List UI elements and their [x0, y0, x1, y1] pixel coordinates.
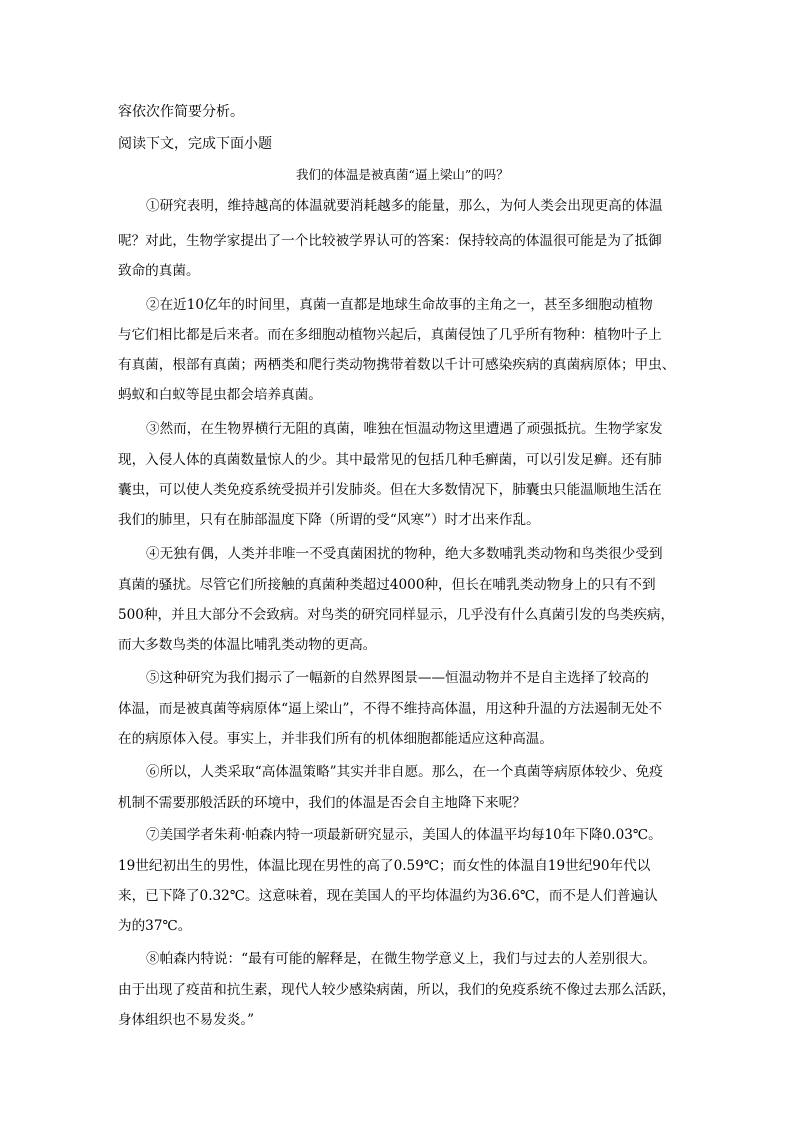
paragraph-line: 真菌的骚扰。尽管它们所接触的真菌种类超过4000种，但长在哺乳类动物身上的只有不到 [118, 577, 656, 593]
paragraph-line: 现，入侵人体的真菌数量惊人的少。其中最常见的包括几种毛癣菌，可以引发足癣。还有肺 [118, 452, 662, 468]
paragraph-line: ⑦美国学者朱莉·帕森内特一项最新研究显示，美国人的体温平均每10年下降0.03℃。 [146, 827, 662, 843]
paragraph-line: 蚂蚁和白蚁等昆虫都会培养真菌。 [118, 387, 322, 403]
paragraph-line: 为的37℃。 [118, 918, 192, 934]
article-title: 我们的体温是被真菌“逼上梁山”的吗？ [296, 167, 509, 182]
paragraph-line: ④无独有偶，人类并非唯一不受真菌困扰的物种，绝大多数哺乳类动物和鸟类很少受到 [146, 546, 663, 562]
paragraph-line: ①研究表明，维持越高的体温就要消耗越多的能量，那么，为何人类会出现更高的体温 [146, 198, 663, 214]
paragraph-line: 在的病原体入侵。事实上，并非我们所有的机体细胞都能适应这种高温。 [118, 731, 553, 747]
paragraph-line: 呢？对此，生物学家提出了一个比较被学界认可的答案：保持较高的体温很可能是为了抵御 [118, 233, 662, 249]
paragraph-line: 机制不需要那般活跃的环境中，我们的体温是否会自主地降下来呢？ [118, 795, 526, 811]
paragraph-line: 19世纪初出生的男性，体温比现在男性的高了0.59℃；而女性的体温自19世纪90年代以 [118, 858, 651, 874]
paragraph-line: 我们的肺里，只有在肺部温度下降（所谓的受“风寒”）时才出来作乱。 [118, 512, 540, 528]
paragraph-line: ⑤这种研究为我们揭示了一幅新的自然界图景——恒温动物并不是自主选择了较高的 [146, 670, 649, 686]
paragraph-line: 500种，并且大部分不会致病。对鸟类的研究同样显示，几乎没有什么真菌引发的鸟类疾病， [118, 607, 675, 623]
intro-line-1: 容依次作简要分析。 [118, 104, 244, 120]
paragraph-line: 体温，而是被真菌等病原体“逼上梁山”，不得不维持高体温，用这种升温的方法遏制无处不 [118, 701, 663, 717]
paragraph-line: 来，已下降了0.32℃。这意味着，现在美国人的平均体温约为36.6℃，而不是人们普遍认 [118, 888, 658, 904]
paragraph-line: 囊虫，可以使人类免疫系统受损并引发肺炎。但在大多数情况下，肺囊虫只能温顺地生活在 [118, 482, 662, 498]
paragraph-line: ⑥所以，人类采取“高体温策略”其实并非自愿。那么，在一个真菌等病原体较少、免疫 [146, 764, 663, 780]
paragraph-line: 而大多数鸟类的体温比哺乳类动物的更高。 [118, 637, 377, 653]
intro-line-2: 阅读下文，完成下面小题 [118, 136, 272, 152]
paragraph-line: 与它们相比都是后来者。而在多细胞动植物兴起后，真菌侵蚀了几乎所有物种：植物叶子上 [118, 327, 662, 343]
paragraph-line: 有真菌，根部有真菌；两栖类和爬行类动物携带着数以千计可感染疾病的真菌病原体；甲虫、 [118, 357, 676, 373]
paragraph-line: ③然而，在生物界横行无阻的真菌，唯独在恒温动物这里遭遇了顽强抵抗。生物学家发 [146, 421, 663, 437]
paragraph-line: 致命的真菌。 [118, 263, 200, 279]
paragraph-line: 由于出现了疫苗和抗生素，现代人较少感染病菌，所以，我们的免疫系统不像过去那么活跃， [118, 982, 676, 998]
paragraph-line: ⑧帕森内特说：“最有可能的解释是，在微生物学意义上，我们与过去的人差别很大。 [146, 951, 656, 967]
paragraph-line: 身体组织也不易发炎。” [118, 1012, 255, 1028]
paragraph-line: ②在近10亿年的时间里，真菌一直都是地球生命故事的主角之一，甚至多细胞动植物 [146, 297, 653, 313]
